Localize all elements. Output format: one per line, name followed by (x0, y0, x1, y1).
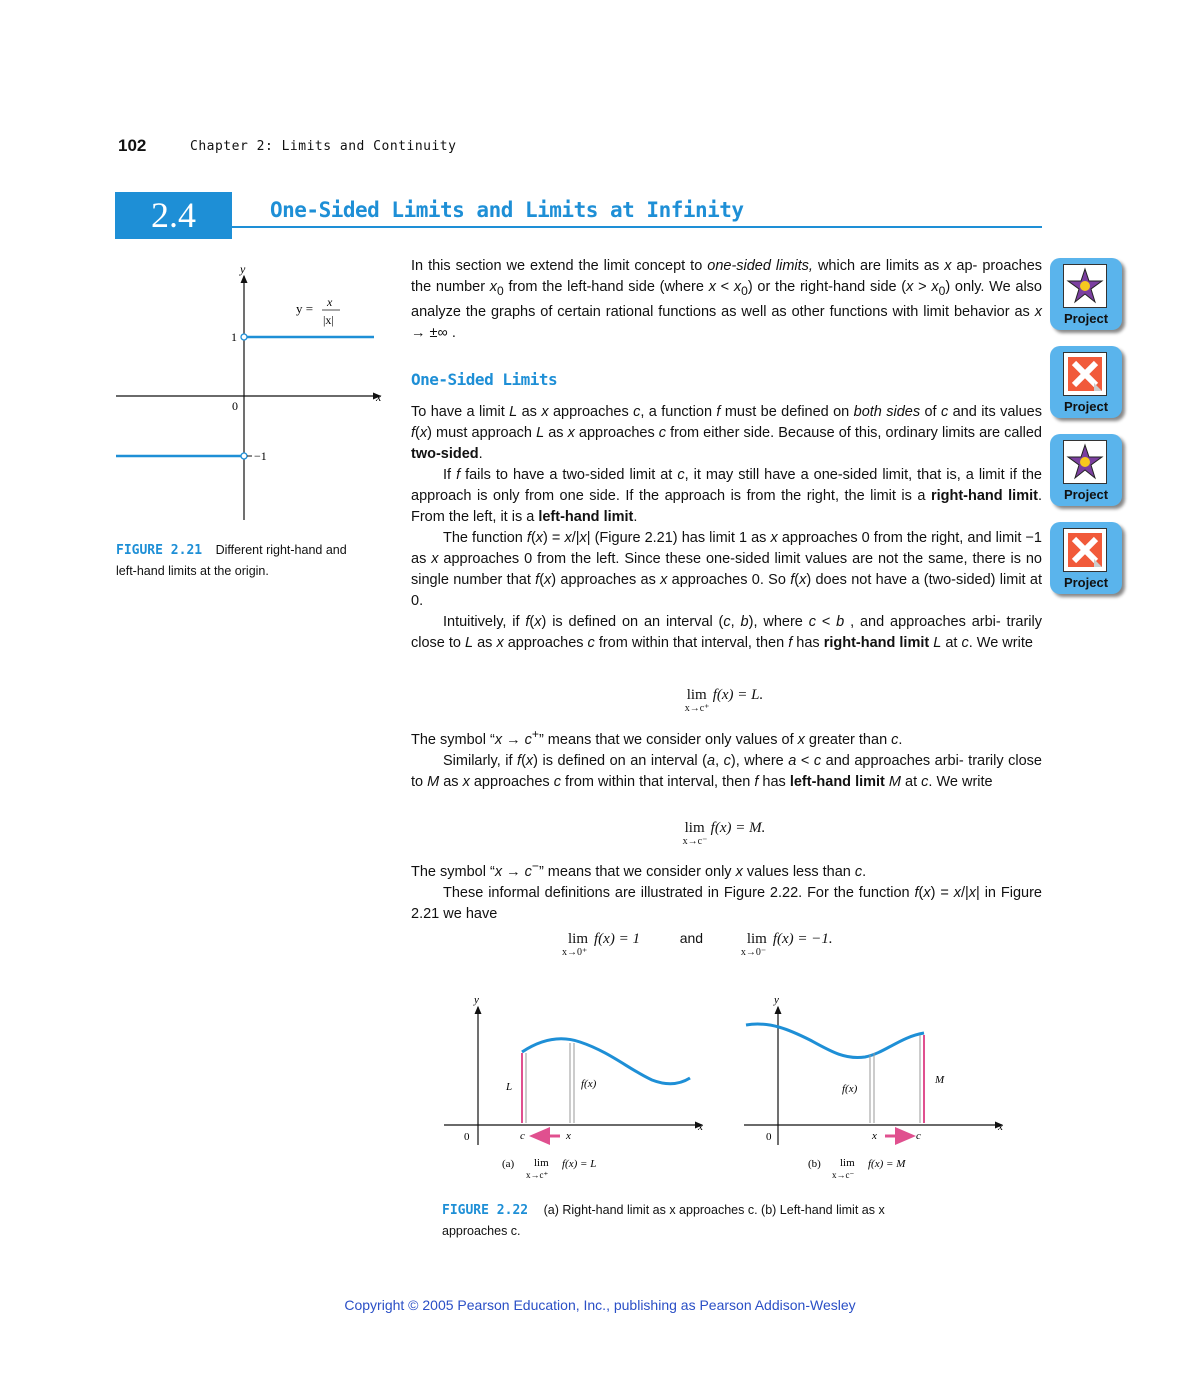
curve-a (522, 1039, 690, 1084)
star-icon (1063, 264, 1107, 308)
figure-2-22a-graph (440, 995, 710, 1185)
svg-text:x: x (998, 1121, 1003, 1133)
figure-2-21-caption: FIGURE 2.21 Different right-hand and left-hand limits at the origin. (116, 543, 347, 578)
figure-2-22-label: FIGURE 2.22 (442, 1203, 529, 1218)
equation-sign-limits: lim x→0⁺ f(x) = 1 and lim x→0⁻ f(x) = −1. (562, 930, 833, 958)
section-rule (232, 226, 1042, 228)
body-text-3: The symbol “x → c−” means that we consider only x values less than c. These informal definitions are illustrated in Figure 2.22. For the function f(x) = x/|x| in Figure 2.21 we have (411, 859, 1042, 922)
document-x-icon (1063, 528, 1107, 572)
svg-text:L: L (506, 1081, 513, 1093)
equation-right-limit: lim x→c⁺ f(x) = L. (684, 687, 764, 714)
figure-2-22b-graph (740, 995, 1010, 1185)
svg-text:y: y (774, 995, 779, 1006)
project-button-1[interactable] (1050, 258, 1122, 330)
svg-text:(a): (a) (502, 1158, 515, 1170)
tick-label-1: 1 (231, 330, 237, 344)
project-button-4[interactable] (1050, 522, 1122, 594)
equation-label: y = (296, 301, 314, 316)
svg-text:f(x) = L: f(x) = L (562, 1158, 597, 1170)
section-number: 2.4 (115, 192, 232, 239)
equation-numerator: x (327, 295, 333, 309)
body-text-2: The symbol “x → c+” means that we consider only values of x greater than c. Similarly, if f(x) is defined on an interval (a, c), where a < c and approaches arbi- trarily close to M as x approaches c from within that interval, then f has left-hand limit M at c. We write (411, 727, 1042, 790)
svg-text:0: 0 (464, 1131, 470, 1143)
svg-text:x→c⁻: x→c⁻ (832, 1170, 855, 1180)
svg-text:lim: lim (534, 1157, 549, 1169)
svg-text:c: c (520, 1130, 525, 1142)
document-x-icon (1063, 352, 1107, 396)
figure-2-21-label: FIGURE 2.21 (116, 543, 203, 558)
svg-text:f(x) = M: f(x) = M (868, 1158, 906, 1170)
svg-text:c: c (916, 1130, 921, 1142)
project-label: Project (1063, 575, 1109, 590)
project-button-3[interactable] (1050, 434, 1122, 506)
project-button-2[interactable] (1050, 346, 1122, 418)
svg-text:M: M (935, 1074, 945, 1086)
page-number: 102 (118, 136, 147, 155)
project-label: Project (1063, 487, 1109, 502)
x-axis-label: x (376, 390, 382, 404)
equation-left-limit: lim x→c⁻ f(x) = M. (682, 820, 766, 847)
figure-2-21-graph (110, 258, 400, 528)
copyright-notice: Copyright © 2005 Pearson Education, Inc., publishing as Pearson Addison-Wesley (344, 1297, 856, 1313)
open-point-1 (241, 334, 247, 340)
svg-text:x: x (566, 1130, 571, 1142)
curve-b (746, 1024, 924, 1058)
intro-paragraph: In this section we extend the limit concept to one-sided limits, which are limits as x ap- proaches the number $x_0$ from the left-hand side (where $x < x_0$) or the right-hand side $(x > x_0)$ only. We also analyze the graphs of certain rational functions as well as other functions with limit behavior as x → ±∞ . (411, 258, 1043, 341)
svg-text:lim: lim (840, 1157, 855, 1169)
svg-text:(b): (b) (808, 1158, 821, 1170)
svg-text:x: x (698, 1121, 703, 1133)
y-axis-label: y (240, 262, 246, 276)
svg-text:f(x): f(x) (581, 1078, 597, 1090)
subheading: One-Sided Limits (411, 370, 558, 389)
chapter-title: Chapter 2: Limits and Continuity (190, 139, 457, 154)
origin-label: 0 (232, 399, 238, 413)
svg-text:y: y (474, 995, 479, 1006)
svg-text:x→c⁺: x→c⁺ (526, 1170, 549, 1180)
equation-denominator: |x| (323, 313, 334, 327)
svg-text:0: 0 (766, 1131, 772, 1143)
open-point-neg1 (241, 453, 247, 459)
body-text-1: To have a limit L as x approaches c, a function f must be defined on both sides of c and its values f(x) must approach L as x approaches c from either side. Because of this, ordinary limits are called two-sided. If f fails to have a two-sided limit at c, it may still have a one-sided limit, that is, a limit if the approach is only from one side. If the approach is from the right, the limit is a right-hand limit. From the left, it is a left-hand limit. The function f(x) = x/|x| (Figure 2.21) has limit 1 as x approaches 0 from the right, and limit −1 as x approaches 0 from the left. Since these one-sided limit values are not the same, there is no single number that f(x) approaches as x approaches 0. So f(x) does not have a (two-sided) limit at 0. Intuitively, if f(x) is defined on an interval (c, b), where c < b , and approaches arbi- trarily close to L as x approaches c from within that interval, then f has right-hand limit L at c. We write (411, 404, 1043, 651)
svg-text:f(x): f(x) (842, 1083, 858, 1095)
star-icon (1063, 440, 1107, 484)
svg-text:x: x (872, 1130, 877, 1142)
tick-label-neg1: −1 (254, 449, 267, 463)
figure-2-22-caption: FIGURE 2.22 (a) Right-hand limit as x approaches c. (b) Left-hand limit as x approaches c. (442, 1203, 885, 1238)
section-title: One-Sided Limits and Limits at Infinity (270, 198, 744, 222)
project-label: Project (1063, 311, 1109, 326)
project-label: Project (1063, 399, 1109, 414)
